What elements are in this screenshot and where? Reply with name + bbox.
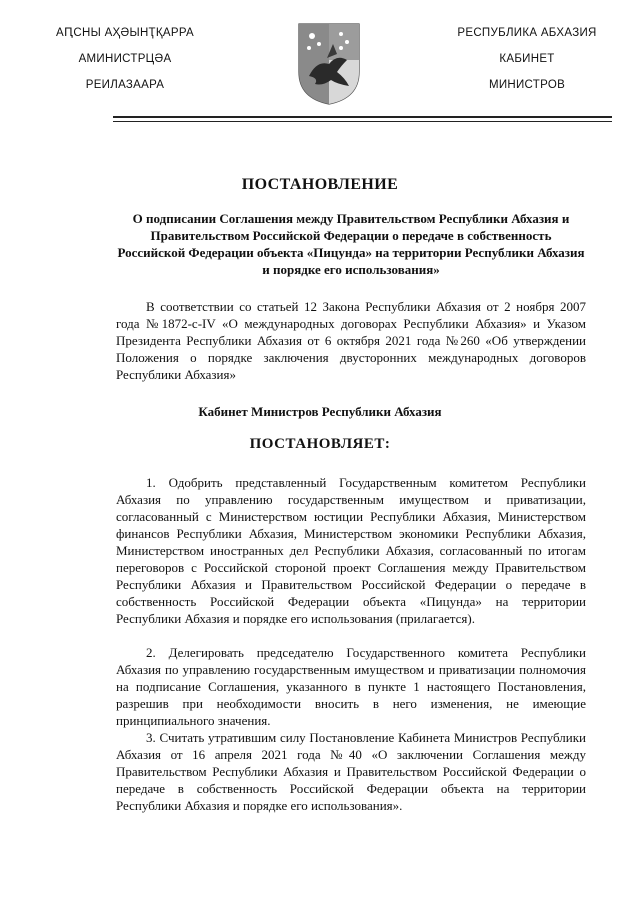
header-russian-line-2: КАБИНЕТ — [499, 53, 555, 65]
header-abkhaz-line-3: РЕИЛАЗААРА — [85, 79, 165, 91]
header-abkhaz-line-1: АԤСНЫ АҲӘЫНҬҚАРРА — [56, 27, 194, 39]
header-russian-line-1: РЕСПУБЛИКА АБХАЗИЯ — [457, 27, 597, 39]
header-abkhaz — [30, 26, 220, 104]
decree-item-3: 3. Считать утратившим силу Постановление Кабинета Министров Республики Абхазия от 16 апреля 2021 года №40 «О заключении Соглашения между Правительством Республики Абхазия и Правительством Российской Федерации о передаче в собственность Российской Федерации объекта на территории Республики Абхазия и порядке его использования». — [116, 730, 586, 813]
header-russian — [432, 26, 622, 104]
header-russian-line-3: МИНИСТРОВ — [488, 79, 566, 91]
header-abkhaz-line-2: АМИНИСТРЦӘА — [78, 53, 172, 65]
document-subject: О подписании Соглашения между Правительством Республики Абхазия и Правительством Российской Федерации о передаче в собственность Российской Федерации объекта «Пицунда» на территории Республики Абхазия и порядке его использования» — [117, 211, 585, 277]
decree-heading: ПОСТАНОВЛЯЕТ: — [249, 436, 391, 452]
issuing-authority: Кабинет Министров Республики Абхазия — [198, 404, 442, 419]
decree-item-1: 1. Одобрить представленный Государственным комитетом Республики Абхазия по управлению государственным имуществом и приватизации, согласованный с Министерством юстиции Республики Абхазия, Министерством финансов Республики Абхазия, Министерством экономики Республики Абхазия, Министерством иностранных дел Республики Абхазия, согласованный по итогам переговоров с Российской стороной проект Соглашения между Правительством Республики Абхазия и Правительством Российской Федерации о передаче в собственность Российской Федерации объекта «Пицунда» на территории Республики Абхазия и порядке его использования (прилагается). — [116, 475, 586, 626]
document-title: ПОСТАНОВЛЕНИЕ — [241, 176, 399, 193]
decree-item-2: 2. Делегировать председателю Государственного комитета Республики Абхазия по управлению государственным имуществом и приватизации полномочия на подписание Соглашения, указанного в пункте 1 настоящего Постановления, разрешив при необходимости вносить в него изменения, не имеющие принципиального значения. — [116, 645, 586, 728]
coat-of-arms-icon — [297, 20, 361, 106]
preamble-paragraph: В соответствии со статьей 12 Закона Республики Абхазия от 2 ноября 2007 года №1872-с-IV «О международных договорах Республики Абхазия» и Указом Президента Республики Абхазия от 6 октября 2021 года №260 «Об утверждении Положения о порядке заключения двусторонних международных договоров Республики Абхазия» — [116, 299, 586, 382]
header-divider-thick — [113, 116, 612, 118]
header-divider-thin — [113, 121, 612, 122]
